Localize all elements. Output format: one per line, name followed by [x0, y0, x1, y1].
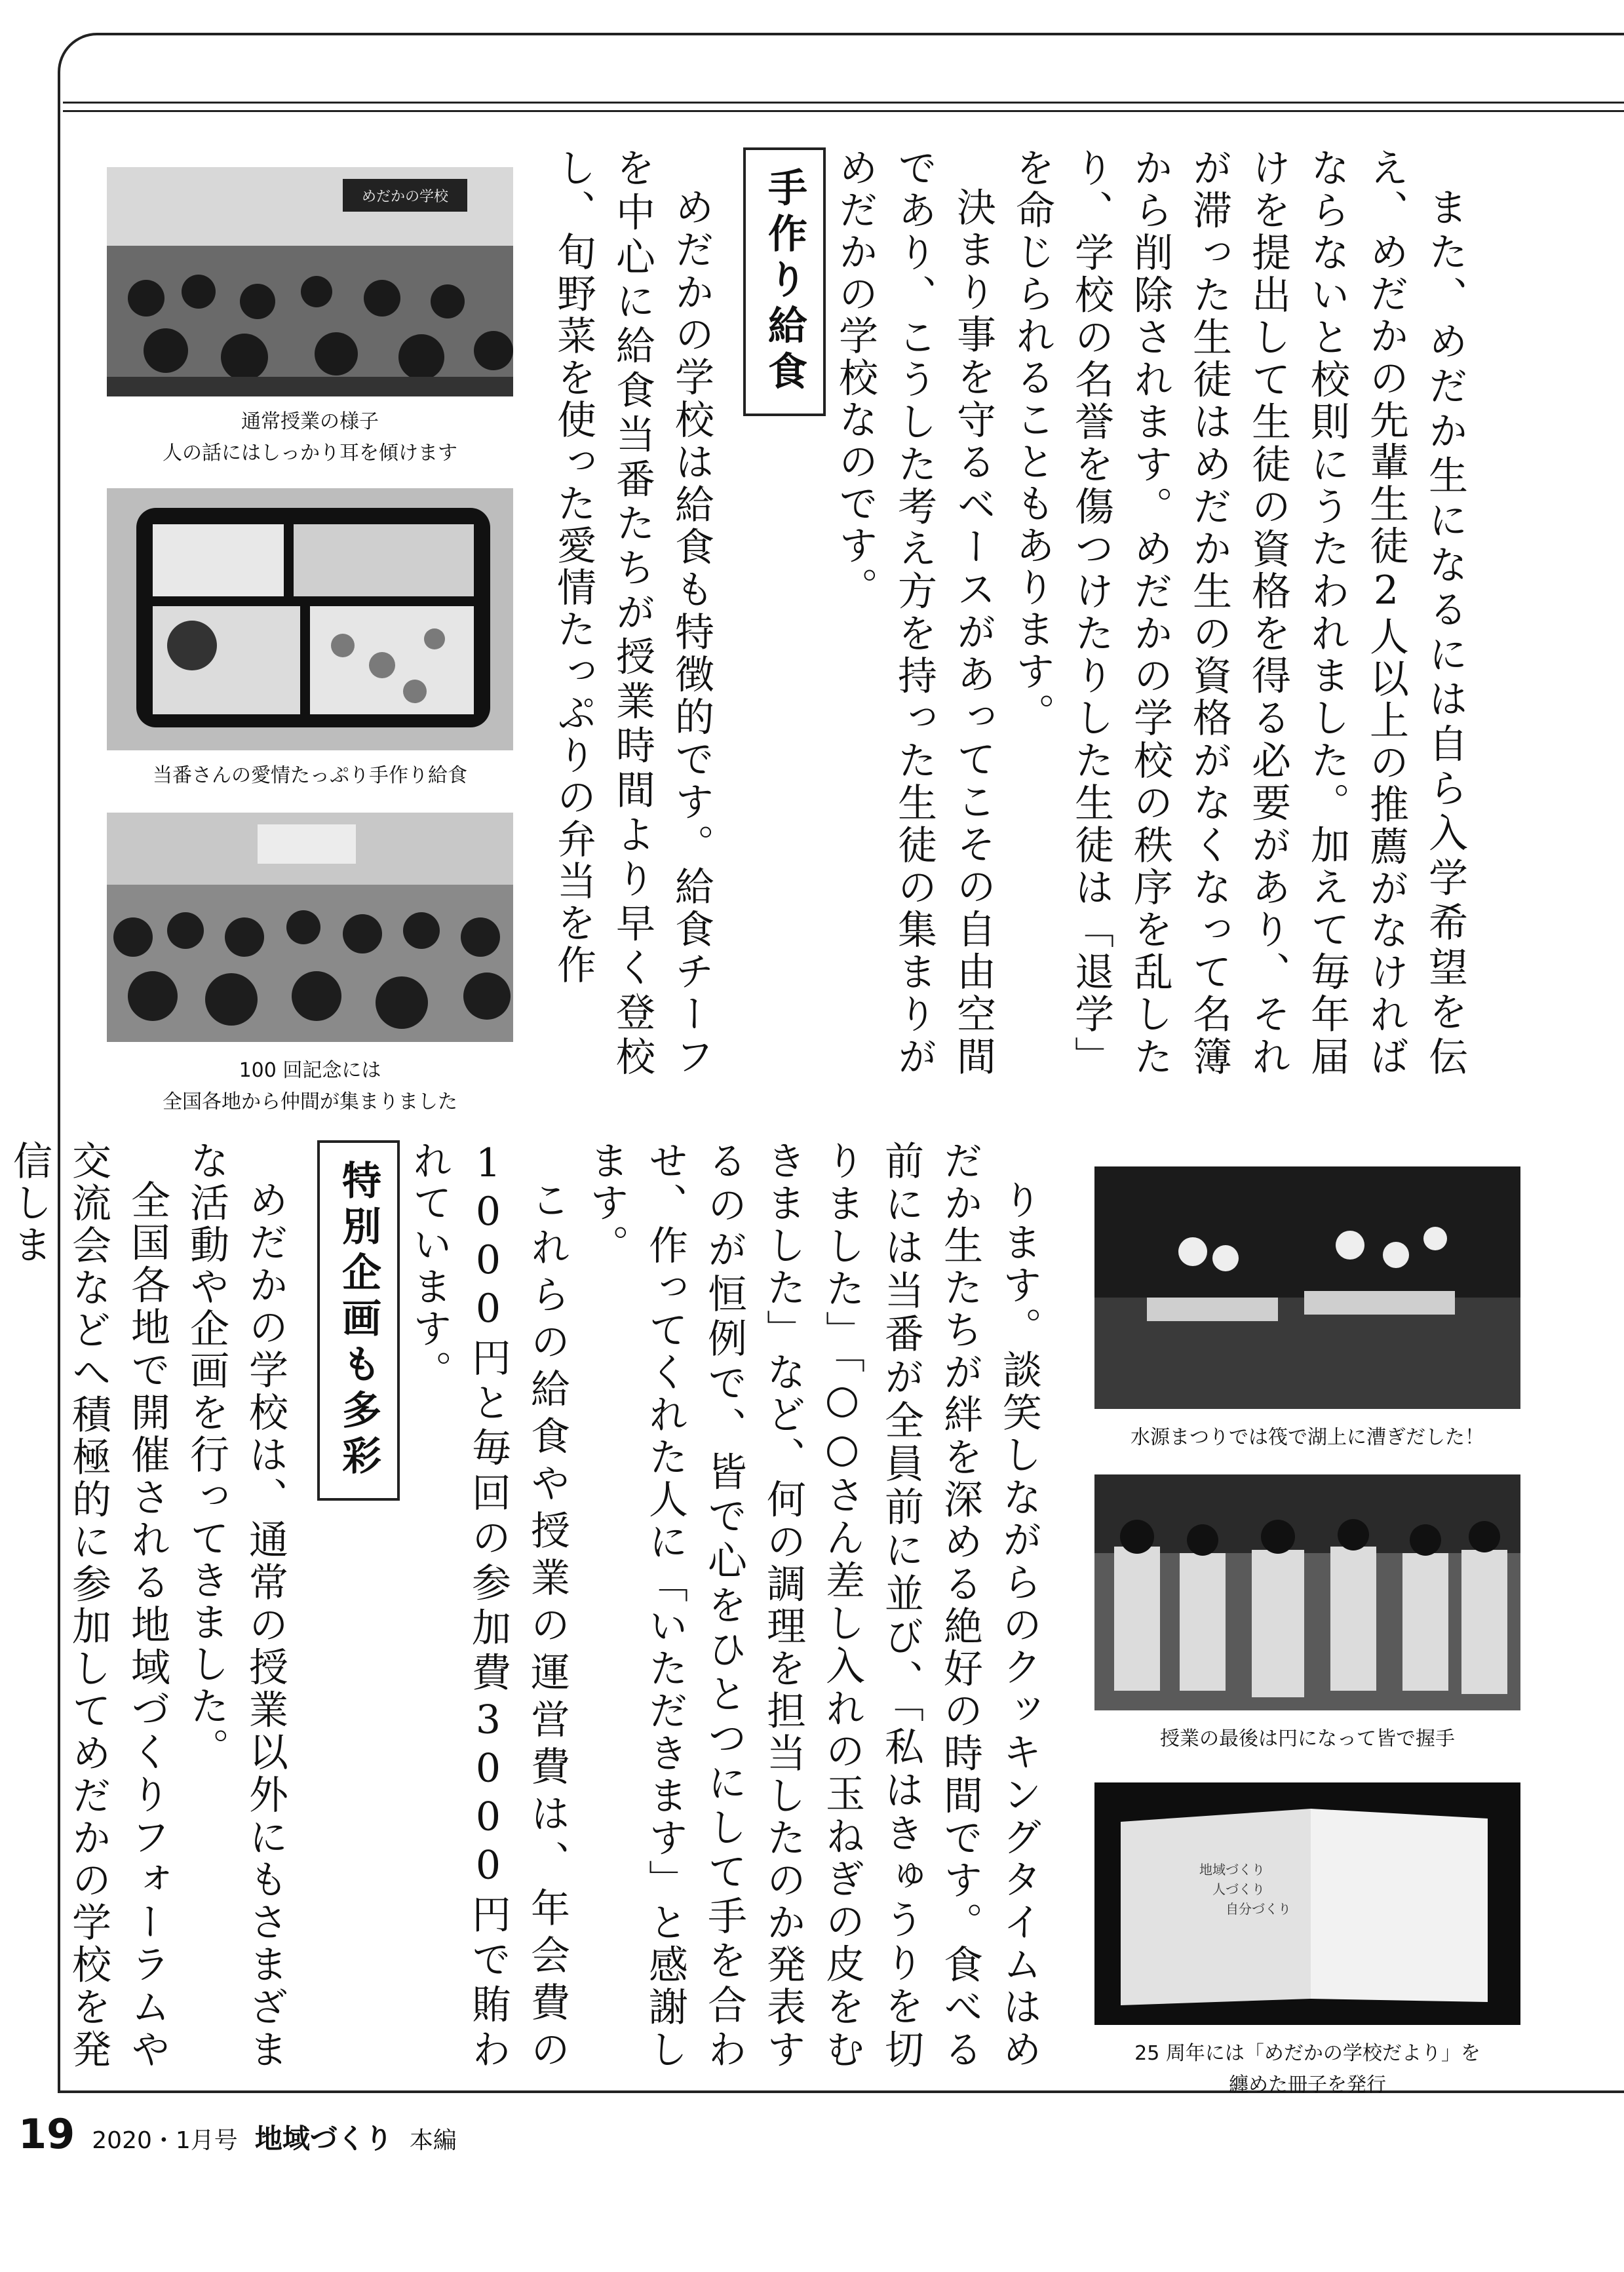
- paragraph: 全国各地で開催される地域づくりフォーラムや交流会などへ積極的に参加してめだかの学校を発信しま: [7, 1140, 170, 2071]
- caption-line: 全国各地から仲間が集まりました: [163, 1090, 457, 1113]
- section-name: 本編: [409, 2127, 457, 2154]
- caption-line: 授業の最後は円になって皆で握手: [1160, 1727, 1455, 1750]
- photo-circle: [1094, 1474, 1520, 1710]
- page-number: 19: [18, 2110, 75, 2158]
- banner-text: めだかの学校: [361, 189, 449, 205]
- page-footer: [18, 2110, 457, 2158]
- section-heading-events: 特別企画も多彩: [317, 1140, 400, 1501]
- caption-class: [107, 406, 513, 469]
- photo-booklet: [1094, 1782, 1520, 2025]
- caption-line: 人の話にはしっかり耳を傾けます: [163, 442, 457, 465]
- booklet-cover-text: 地域づくり: [1199, 1862, 1265, 1877]
- caption-line: 25 周年には「めだかの学校だより」を: [1134, 2042, 1480, 2065]
- caption-anniversary: [107, 1055, 513, 1118]
- header-rule: [63, 102, 1624, 112]
- caption-line: 通常授業の様子: [241, 410, 379, 433]
- paragraph: また、めだか生になるには自ら入学希望を伝え、めだかの先輩生徒2人以上の推薦がなければならないと校則にうたわれました。加えて毎年届けを提出して生徒の資格を得る必要があり、それが滞った生徒はめだか生の資格がなくなって名簿から削除されます。めだかの学校の秩序を乱したり、学校の名誉を傷つけたりした生徒は「退学」を命じられることもあります。: [1009, 147, 1468, 1078]
- photo-anniversary: [107, 813, 513, 1042]
- article-column-3: [7, 1140, 1049, 2071]
- photo-lunch: [107, 488, 513, 750]
- paragraph: めだかの学校は給食も特徴的です。給食チーフを中心に給食当番たちが授業時間より早く登校し、旬野菜を使った愛情たっぷりの弁当を作: [551, 147, 714, 1079]
- caption-raft: [1094, 1422, 1520, 1454]
- photo-class: [107, 167, 513, 396]
- booklet-cover-text: 自分づくり: [1226, 1901, 1291, 1917]
- booklet-cover-text: 人づくり: [1212, 1881, 1265, 1897]
- issue-date: 2020・1月号: [92, 2127, 238, 2154]
- caption-line: 纏めた冊子を発行: [1229, 2073, 1386, 2096]
- caption-circle: [1094, 1723, 1520, 1755]
- paragraph: めだかの学校は、通常の授業以外にもさまざまな活動や企画を行ってきました。: [184, 1140, 288, 2071]
- caption-booklet: [1094, 2038, 1520, 2101]
- caption-line: 100 回記念には: [239, 1059, 381, 1082]
- photo-raft: [1094, 1166, 1520, 1409]
- section-heading-lunch: 手作り給食: [743, 147, 826, 416]
- paragraph: 決まり事を守るベースがあってこその自由空間であり、こうした考え方を持った生徒の集まりがめだかの学校なのです。: [832, 147, 996, 1078]
- article-column-1: [551, 147, 1475, 1079]
- paragraph: ります。談笑しながらのクッキングタイムはめだか生たちが絆を深める絶好の時間です。食べる前には当番が全員前に並び、「私はきゅうりを切りました」「○○さん差し入れの玉ねぎの皮をむきました」など、何の調理を担当したのか発表するのが恒例で、皆で心をひとつにして手を合わせ、作ってくれた人に「いただきます」と感謝します。: [583, 1140, 1042, 2071]
- caption-lunch: [107, 760, 513, 792]
- caption-line: 水源まつりでは筏で湖上に漕ぎだした！: [1131, 1426, 1484, 1449]
- paragraph: これらの給食や授業の運営費は、年会費の1000円と毎回の参加費3000円で賄われています。: [406, 1140, 570, 2071]
- caption-line: 当番さんの愛情たっぷり手作り給食: [153, 764, 467, 787]
- magazine-title: 地域づくり: [254, 2123, 393, 2155]
